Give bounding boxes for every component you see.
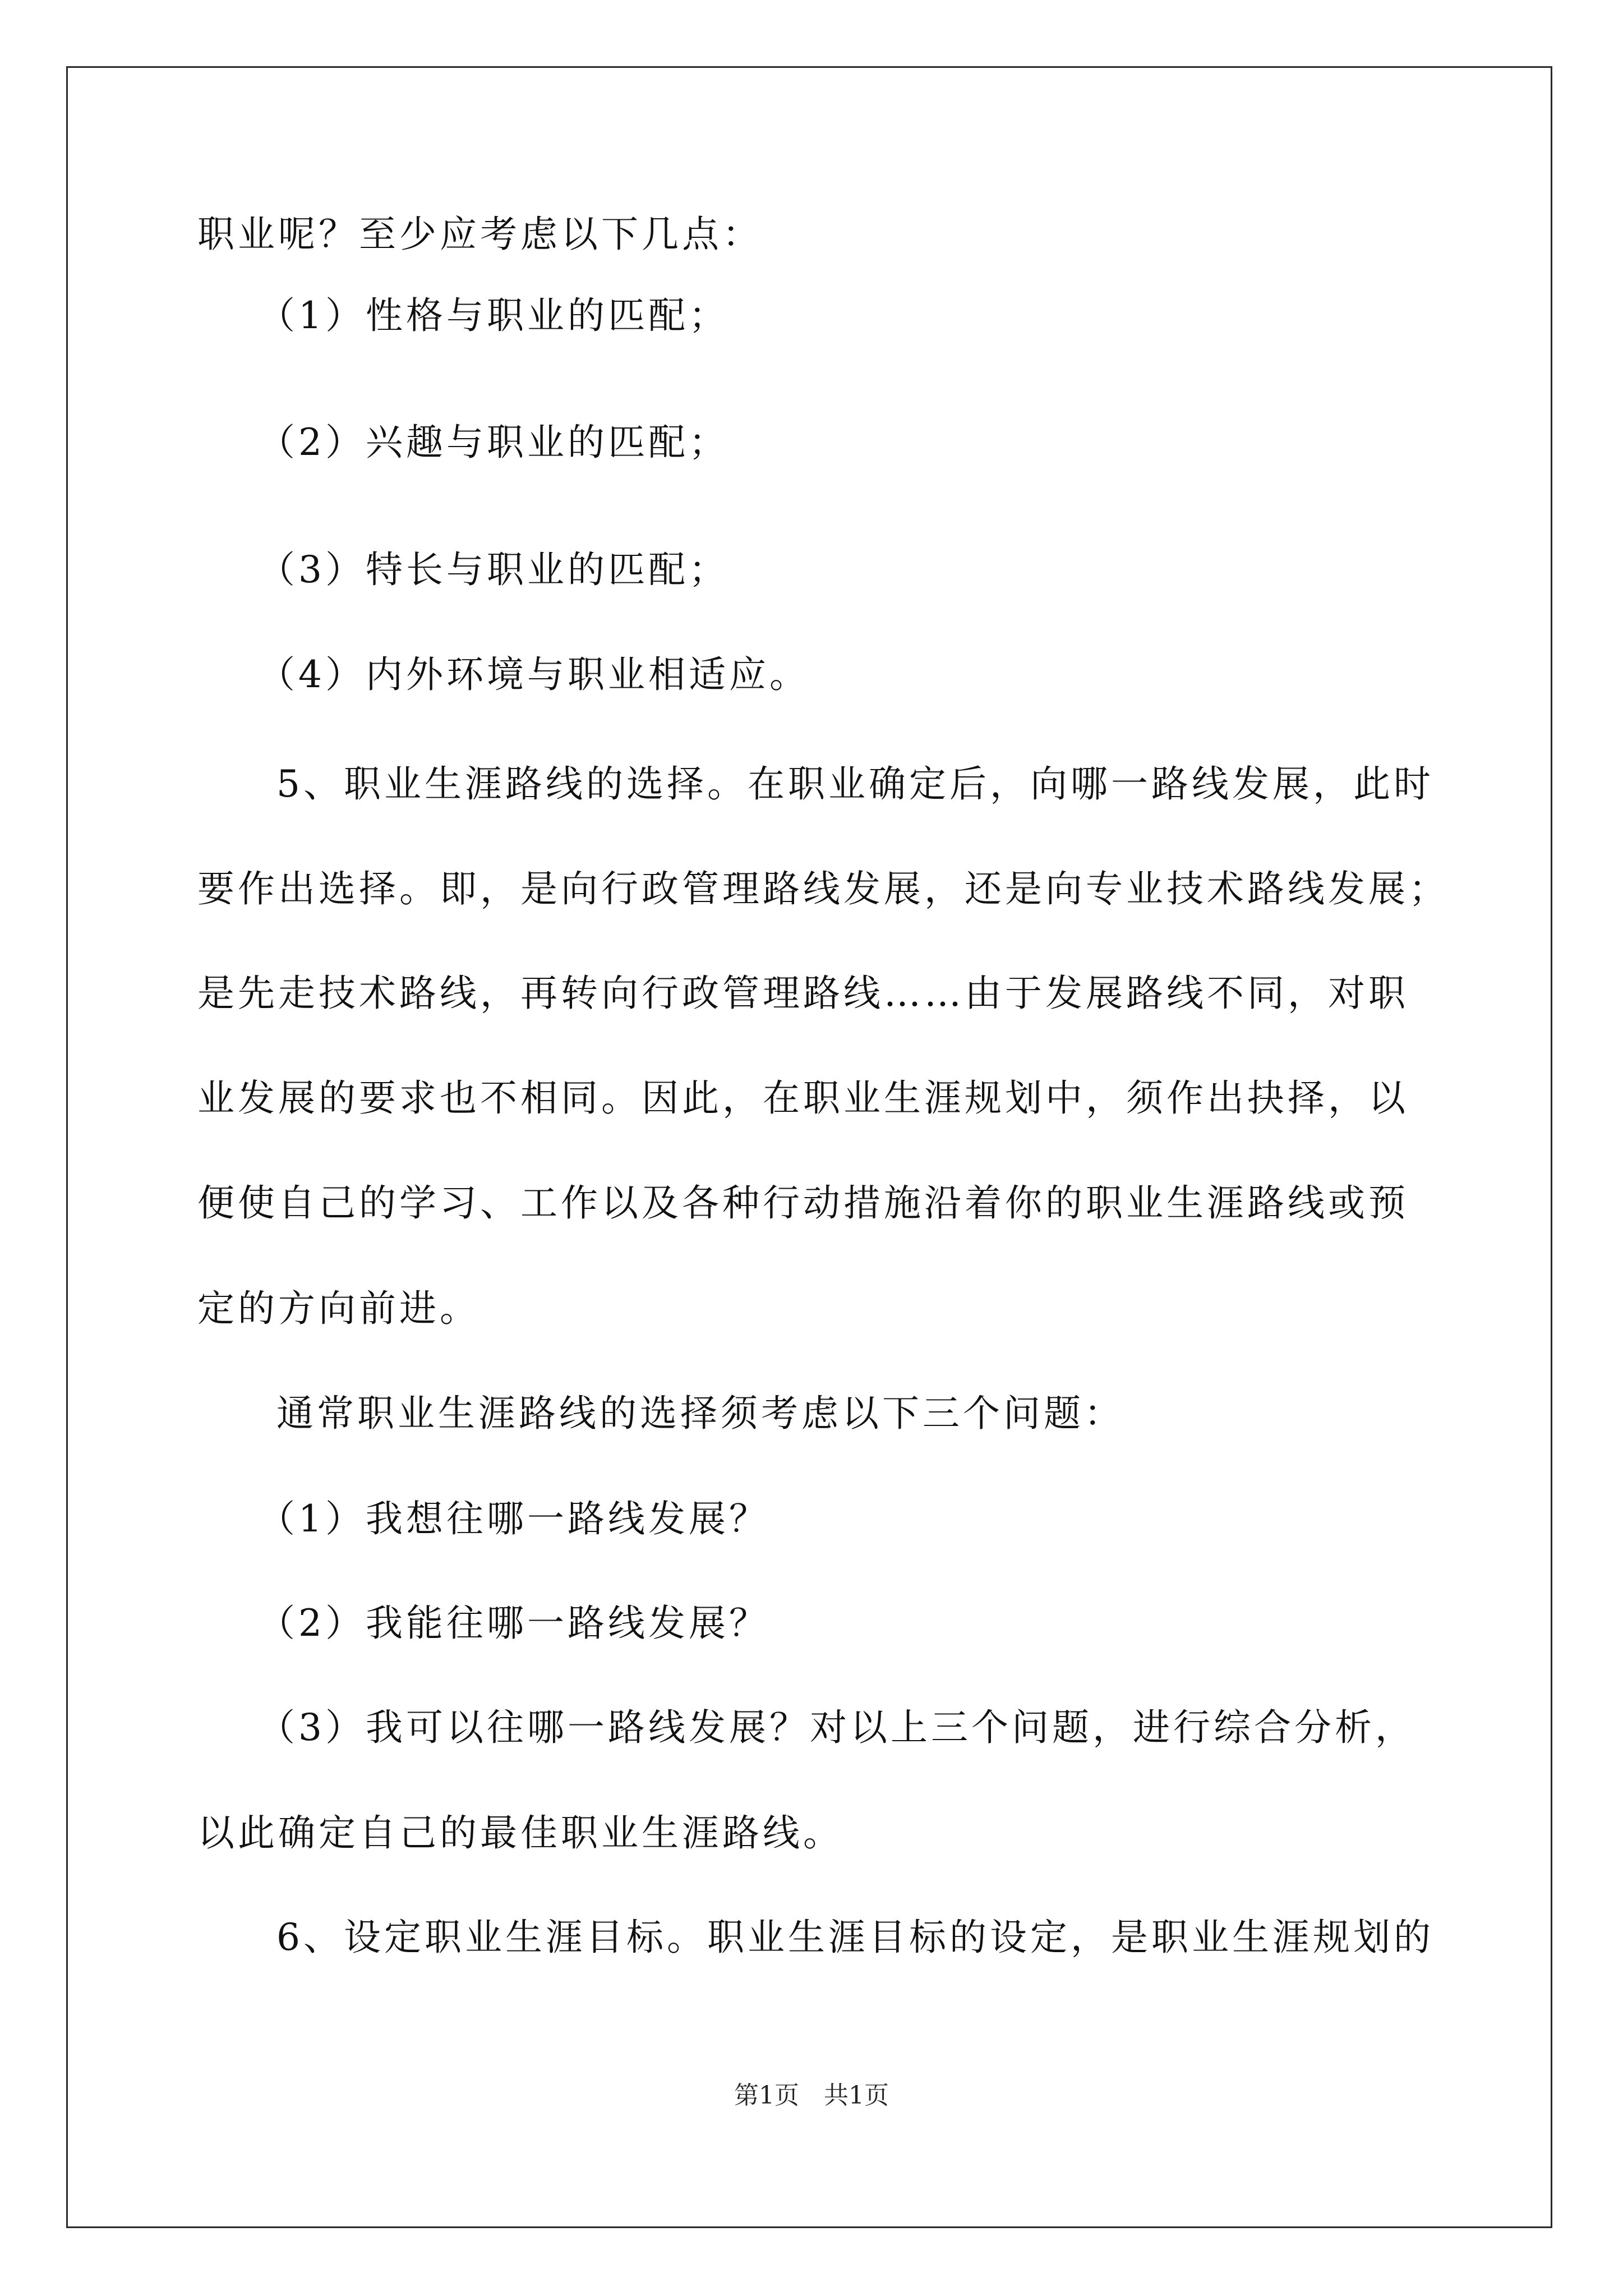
page-border: [66, 66, 1552, 2228]
list-item: （3）特长与职业的匹配；: [258, 548, 729, 591]
paragraph-line: 要作出选择。即，是向行政管理路线发展，还是向专业技术路线发展；: [197, 867, 1449, 910]
list-item: （2）我能往哪一路线发展？: [258, 1602, 769, 1645]
paragraph-line: 6、设定职业生涯目标。职业生涯目标的设定，是职业生涯规划的: [276, 1916, 1434, 1959]
paragraph-line: 定的方向前进。: [197, 1287, 480, 1330]
paragraph-line: 5、职业生涯路线的选择。在职业确定后，向哪一路线发展，此时: [276, 762, 1434, 806]
paragraph-line: 通常职业生涯路线的选择须考虑以下三个问题：: [276, 1392, 1124, 1435]
list-item: （3）我可以往哪一路线发展？对以上三个问题，进行综合分析，: [258, 1706, 1415, 1749]
list-item: （4）内外环境与职业相适应。: [258, 653, 810, 696]
paragraph-line: 职业呢？至少应考虑以下几点：: [197, 213, 763, 256]
list-item: （1）我想往哪一路线发展？: [258, 1497, 769, 1540]
list-item: （2）兴趣与职业的匹配；: [258, 421, 729, 464]
paragraph-line: 业发展的要求也不相同。因此，在职业生涯规划中，须作出抉择，以: [197, 1076, 1409, 1120]
paragraph-line: 以此确定自己的最佳职业生涯路线。: [197, 1811, 843, 1855]
paragraph-line: 是先走技术路线，再转向行政管理路线……由于发展路线不同，对职: [197, 972, 1409, 1015]
list-item: （1）性格与职业的匹配；: [258, 294, 729, 337]
paragraph-line: 便使自己的学习、工作以及各种行动措施沿着你的职业生涯路线或预: [197, 1181, 1409, 1225]
page-number-footer: 第1页 共1页: [734, 2081, 889, 2110]
